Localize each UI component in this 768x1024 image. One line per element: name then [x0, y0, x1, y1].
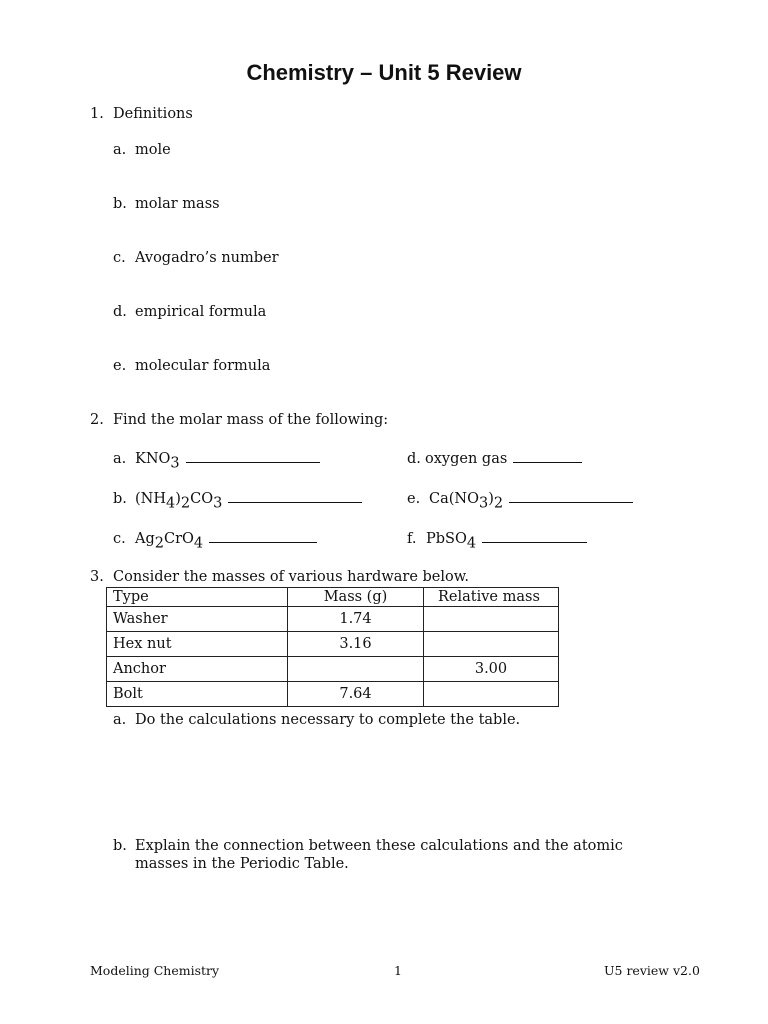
definition-item: [113, 358, 270, 374]
formula-text: CO: [190, 491, 214, 507]
formula-subscript: 4: [166, 495, 176, 512]
item-letter: a.: [113, 451, 127, 467]
item-letter: a.: [113, 142, 127, 158]
molar-mass-item: [407, 488, 633, 512]
formula-subscript: 3: [213, 495, 223, 512]
column-header: Type: [107, 588, 288, 607]
question-number: 1.: [90, 106, 104, 122]
formula-text: ): [488, 491, 494, 507]
column-header: Mass (g): [288, 588, 424, 607]
answer-blank[interactable]: [509, 488, 633, 503]
question-3: [90, 569, 469, 585]
table-cell[interactable]: [288, 657, 424, 682]
answer-blank[interactable]: [228, 488, 362, 503]
table-row: [107, 657, 559, 682]
table-cell: Washer: [107, 607, 288, 632]
definition-item: [113, 250, 279, 266]
definition-item: [113, 196, 220, 212]
hardware-table: [106, 587, 559, 707]
item-letter: e.: [113, 358, 127, 374]
answer-blank[interactable]: [513, 448, 582, 463]
answer-blank[interactable]: [482, 528, 587, 543]
column-header: Relative mass: [424, 588, 559, 607]
footer-left: Modeling Chemistry: [90, 963, 220, 978]
subquestion-3a: [113, 712, 520, 728]
formula-text: CrO: [164, 531, 194, 547]
item-letter: b.: [113, 196, 127, 212]
item-letter: b.: [113, 838, 127, 854]
formula-text: PbSO: [426, 531, 467, 547]
item-letter: a.: [113, 712, 127, 728]
formula-subscript: 3: [478, 495, 489, 512]
table-cell: 1.74: [288, 607, 424, 632]
table-cell[interactable]: [424, 682, 559, 707]
chemical-formula: [429, 491, 504, 512]
formula-text: ): [175, 491, 181, 507]
item-letter: d.: [113, 304, 127, 320]
table-header-row: [107, 588, 559, 607]
item-text: molecular formula: [135, 358, 271, 374]
page-number: 1: [394, 963, 402, 978]
table-cell[interactable]: [424, 607, 559, 632]
subquestion-3b-continued: masses in the Periodic Table.: [135, 856, 349, 872]
formula-text: KNO: [135, 451, 171, 467]
question-text: Find the molar mass of the following:: [113, 412, 389, 428]
item-letter: c.: [113, 531, 126, 547]
table-cell: Hex nut: [107, 632, 288, 657]
item-letter: b.: [113, 491, 127, 507]
answer-blank[interactable]: [209, 528, 317, 543]
page-title: Chemistry – Unit 5 Review: [246, 60, 522, 85]
question-text: Definitions: [113, 106, 193, 122]
molar-mass-item: [113, 488, 362, 512]
item-text: molar mass: [135, 196, 220, 212]
table-cell: 7.64: [288, 682, 424, 707]
chemical-formula: [425, 451, 507, 467]
definition-item: [113, 142, 171, 158]
item-text: Explain the connection between these calculations and the atomic: [135, 838, 623, 854]
formula-subscript: 2: [180, 495, 191, 512]
table-row: [107, 607, 559, 632]
subquestion-3b: [113, 838, 623, 854]
table-row: [107, 632, 559, 657]
item-letter: e.: [407, 491, 421, 507]
formula-subscript: 2: [493, 495, 504, 512]
question-1: [90, 106, 193, 122]
molar-mass-item: [113, 448, 320, 472]
table-cell: Anchor: [107, 657, 288, 682]
item-letter: f.: [407, 531, 417, 547]
item-text: Do the calculations necessary to complete the table.: [135, 712, 521, 728]
formula-subscript: 2: [154, 535, 164, 552]
footer-right: U5 review v2.0: [604, 963, 700, 978]
chemical-formula: [426, 531, 477, 552]
formula-text: oxygen gas: [425, 451, 508, 467]
table-cell: 3.16: [288, 632, 424, 657]
chemical-formula: [135, 491, 223, 512]
chemical-formula: [135, 531, 204, 552]
item-letter: d.: [407, 451, 421, 467]
item-text: Avogadro’s number: [135, 250, 279, 266]
definition-item: [113, 304, 266, 320]
formula-text: (NH: [135, 491, 166, 507]
formula-text: Ag: [135, 531, 155, 547]
question-number: 3.: [90, 569, 104, 585]
table-row: [107, 682, 559, 707]
formula-subscript: 4: [466, 535, 477, 552]
molar-mass-item: [407, 528, 587, 552]
table-cell[interactable]: [424, 632, 559, 657]
chemical-formula: [135, 451, 180, 472]
question-text: Consider the masses of various hardware below.: [113, 569, 470, 585]
formula-text: Ca(NO: [429, 491, 479, 507]
table-cell: Bolt: [107, 682, 288, 707]
item-letter: c.: [113, 250, 126, 266]
answer-blank[interactable]: [186, 448, 320, 463]
question-2: [90, 412, 388, 428]
question-number: 2.: [90, 412, 104, 428]
molar-mass-item: [113, 528, 317, 552]
formula-subscript: 4: [193, 535, 204, 552]
formula-subscript: 3: [170, 455, 180, 472]
table-cell: 3.00: [424, 657, 559, 682]
item-text: empirical formula: [135, 304, 267, 320]
molar-mass-item: [407, 448, 582, 467]
item-text: mole: [135, 142, 171, 158]
